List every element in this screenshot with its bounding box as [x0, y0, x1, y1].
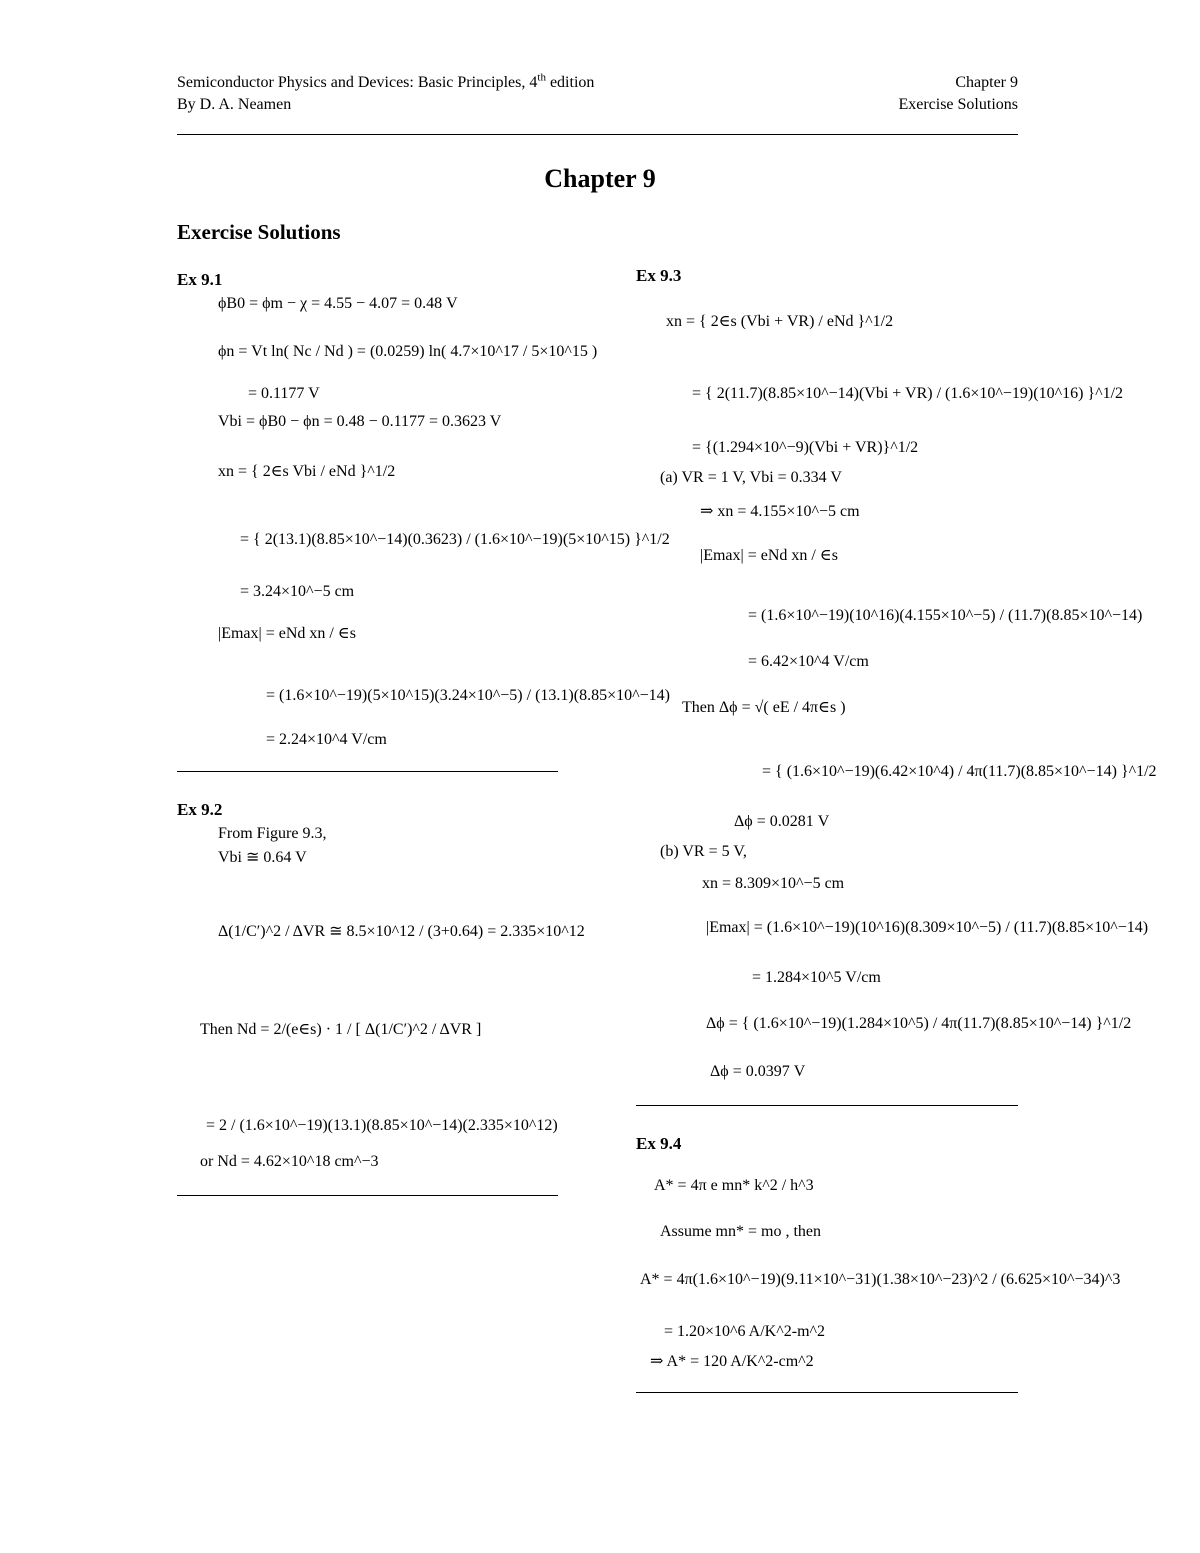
ex91-line: = 3.24×10^−5 cm	[240, 583, 355, 600]
ex93-heading: Ex 9.3	[636, 266, 682, 285]
ex94-line: Assume mn* = mo , then	[660, 1223, 822, 1240]
ex93-line: (a) VR = 1 V, Vbi = 0.334 V	[660, 469, 842, 486]
ex92-line: Δ(1/C′)^2 / ΔVR ≅ 8.5×10^12 / (3+0.64) = 2.335×10^12	[218, 923, 585, 940]
ex91-line: = 0.1177 V	[248, 385, 320, 402]
ex91-line: = { 2(13.1)(8.85×10^−14)(0.3623) / (1.6×10^−19)(5×10^15) }^1/2	[240, 531, 670, 548]
page-subtitle: Exercise Solutions	[177, 220, 341, 244]
ex92-separator	[177, 1195, 558, 1196]
ex94-line: = 1.20×10^6 A/K^2-m^2	[664, 1323, 826, 1340]
ex93-line: xn = 8.309×10^−5 cm	[702, 875, 845, 892]
header-rule	[177, 134, 1018, 135]
ex93-line: Δϕ = { (1.6×10^−19)(1.284×10^5) / 4π(11.7)(8.85×10^−14) }^1/2	[706, 1015, 1132, 1032]
ex91-line: xn = { 2∈s Vbi / eNd }^1/2	[218, 463, 396, 480]
ex91-heading: Ex 9.1	[177, 270, 223, 289]
ex93-line: xn = { 2∈s (Vbi + VR) / eNd }^1/2	[666, 313, 894, 330]
ex91-line: = 2.24×10^4 V/cm	[266, 731, 387, 748]
running-header-right	[898, 72, 1018, 116]
ex91-line: ϕn = Vt ln( Nc / Nd ) = (0.0259) ln( 4.7×10^17 / 5×10^15 )	[218, 343, 598, 360]
ex93-line: = 1.284×10^5 V/cm	[752, 969, 881, 986]
ex92-line: From Figure 9.3,	[218, 825, 327, 842]
ex93-line: = {(1.294×10^−9)(Vbi + VR)}^1/2	[692, 439, 919, 456]
ex93-line: = (1.6×10^−19)(10^16)(4.155×10^−5) / (11.7)(8.85×10^−14)	[748, 607, 1143, 624]
ex93-line: = { 2(11.7)(8.85×10^−14)(Vbi + VR) / (1.6×10^−19)(10^16) }^1/2	[692, 385, 1124, 402]
running-header-left	[177, 72, 594, 116]
ex91-line: Vbi = ϕB0 − ϕn = 0.48 − 0.1177 = 0.3623 V	[218, 413, 502, 430]
ex94-heading: Ex 9.4	[636, 1134, 682, 1153]
ex94-line: ⇒ A* = 120 A/K^2-cm^2	[650, 1353, 814, 1370]
ex93-line: Δϕ = 0.0281 V	[734, 813, 830, 830]
ex93-line: Then Δϕ = √( eE / 4π∈s )	[682, 699, 846, 716]
ex91-line: ϕB0 = ϕm − χ = 4.55 − 4.07 = 0.48 V	[218, 295, 458, 312]
ex92-line: Vbi ≅ 0.64 V	[218, 849, 307, 866]
author: By D. A. Neamen	[177, 96, 292, 113]
edition-sup: th	[537, 71, 546, 84]
ex92-line: Then Nd = 2/(e∈s) · 1 / [ Δ(1/C′)^2 / ΔVR ]	[200, 1021, 482, 1038]
ex93-line: |Emax| = eNd xn / ∈s	[700, 547, 838, 564]
ex93-line: Δϕ = 0.0397 V	[710, 1063, 806, 1080]
ex92-heading: Ex 9.2	[177, 800, 223, 819]
ex93-line: ⇒ xn = 4.155×10^−5 cm	[700, 503, 860, 520]
ex91-line: |Emax| = eNd xn / ∈s	[218, 625, 356, 642]
page-title: Chapter 9	[544, 164, 656, 193]
ex93-line: (b) VR = 5 V,	[660, 843, 747, 860]
book-title: Semiconductor Physics and Devices: Basic Principles, 4	[177, 74, 538, 91]
ex92-line: = 2 / (1.6×10^−19)(13.1)(8.85×10^−14)(2.335×10^12)	[206, 1117, 558, 1134]
ex91-separator	[177, 771, 558, 772]
header-chapter: Chapter 9	[955, 74, 1018, 91]
ex94-line: A* = 4π e mn* k^2 / h^3	[654, 1177, 814, 1194]
ex93-line: = 6.42×10^4 V/cm	[748, 653, 869, 670]
ex93-line: = { (1.6×10^−19)(6.42×10^4) / 4π(11.7)(8.85×10^−14) }^1/2	[762, 763, 1157, 780]
ex94-separator	[636, 1392, 1018, 1393]
ex94-line: A* = 4π(1.6×10^−19)(9.11×10^−31)(1.38×10^−23)^2 / (6.625×10^−34)^3	[640, 1271, 1121, 1288]
ex91-line: = (1.6×10^−19)(5×10^15)(3.24×10^−5) / (13.1)(8.85×10^−14)	[266, 687, 670, 704]
header-section: Exercise Solutions	[898, 96, 1018, 113]
edition-tail: edition	[545, 74, 595, 91]
ex92-line: or Nd = 4.62×10^18 cm^−3	[200, 1153, 379, 1170]
ex93-separator	[636, 1105, 1018, 1106]
ex93-line: |Emax| = (1.6×10^−19)(10^16)(8.309×10^−5) / (11.7)(8.85×10^−14)	[706, 919, 1149, 936]
